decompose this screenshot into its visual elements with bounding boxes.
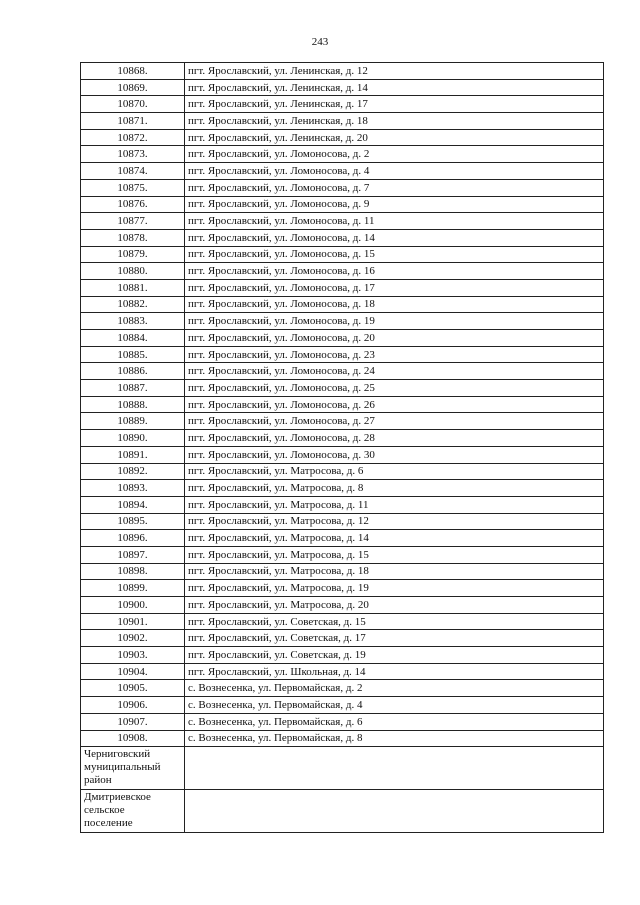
row-address: пгт. Ярославский, ул. Ломоносова, д. 27 [185, 413, 604, 430]
row-address: пгт. Ярославский, ул. Ломоносова, д. 14 [185, 229, 604, 246]
row-number: 10888. [81, 396, 185, 413]
table-row [81, 113, 604, 130]
row-address: пгт. Ярославский, ул. Матросова, д. 8 [185, 480, 604, 497]
table-row [81, 663, 604, 680]
section-label-line: поселение [84, 817, 133, 830]
row-number: 10876. [81, 196, 185, 213]
section-label-line: Черниговский [84, 748, 151, 761]
row-address: пгт. Ярославский, ул. Ломоносова, д. 18 [185, 296, 604, 313]
row-number: 10896. [81, 530, 185, 547]
row-number: 10906. [81, 697, 185, 714]
row-address: пгт. Ярославский, ул. Ломоносова, д. 24 [185, 363, 604, 380]
table-row [81, 163, 604, 180]
row-address: пгт. Ярославский, ул. Ломоносова, д. 11 [185, 213, 604, 230]
row-address: пгт. Ярославский, ул. Советская, д. 17 [185, 630, 604, 647]
table-row [81, 363, 604, 380]
section-label-line: район [84, 774, 112, 787]
table-row [81, 563, 604, 580]
row-number: 10869. [81, 79, 185, 96]
row-number: 10882. [81, 296, 185, 313]
table-row [81, 63, 604, 80]
row-address: пгт. Ярославский, ул. Матросова, д. 12 [185, 513, 604, 530]
row-number: 10870. [81, 96, 185, 113]
row-number: 10877. [81, 213, 185, 230]
table-row [81, 330, 604, 347]
table-row [81, 730, 604, 747]
row-address: пгт. Ярославский, ул. Советская, д. 15 [185, 613, 604, 630]
table-row [81, 647, 604, 664]
row-number: 10899. [81, 580, 185, 597]
row-address: пгт. Ярославский, ул. Ленинская, д. 12 [185, 63, 604, 80]
address-table-body [81, 63, 604, 833]
row-address: с. Вознесенка, ул. Первомайская, д. 2 [185, 680, 604, 697]
row-address: пгт. Ярославский, ул. Ломоносова, д. 7 [185, 179, 604, 196]
row-number: 10868. [81, 63, 185, 80]
row-address: пгт. Ярославский, ул. Школьная, д. 14 [185, 663, 604, 680]
row-address: пгт. Ярославский, ул. Ломоносова, д. 2 [185, 146, 604, 163]
row-number: 10901. [81, 613, 185, 630]
row-number: 10893. [81, 480, 185, 497]
table-row [81, 713, 604, 730]
table-row [81, 630, 604, 647]
row-address: пгт. Ярославский, ул. Ломоносова, д. 23 [185, 346, 604, 363]
row-number: 10904. [81, 663, 185, 680]
table-row [81, 546, 604, 563]
row-address: пгт. Ярославский, ул. Матросова, д. 11 [185, 496, 604, 513]
section-empty-cell [185, 747, 604, 790]
section-label [81, 747, 185, 790]
table-row [81, 196, 604, 213]
row-address: пгт. Ярославский, ул. Ломоносова, д. 15 [185, 246, 604, 263]
address-table [80, 62, 604, 833]
table-row [81, 697, 604, 714]
table-row [81, 246, 604, 263]
table-row [81, 346, 604, 363]
table-row [81, 96, 604, 113]
table-row [81, 296, 604, 313]
row-number: 10884. [81, 330, 185, 347]
section-label-line: муниципальный [84, 761, 161, 774]
row-number: 10889. [81, 413, 185, 430]
row-number: 10874. [81, 163, 185, 180]
table-row [81, 146, 604, 163]
table-row [81, 680, 604, 697]
table-row [81, 446, 604, 463]
table-row [81, 413, 604, 430]
row-address: с. Вознесенка, ул. Первомайская, д. 4 [185, 697, 604, 714]
row-address: пгт. Ярославский, ул. Ломоносова, д. 25 [185, 380, 604, 397]
row-number: 10878. [81, 229, 185, 246]
row-number: 10871. [81, 113, 185, 130]
row-number: 10883. [81, 313, 185, 330]
row-address: пгт. Ярославский, ул. Матросова, д. 6 [185, 463, 604, 480]
section-row [81, 790, 604, 833]
table-row [81, 213, 604, 230]
row-number: 10907. [81, 713, 185, 730]
row-number: 10895. [81, 513, 185, 530]
row-number: 10872. [81, 129, 185, 146]
section-label-line: Дмитриевское [84, 791, 151, 804]
row-number: 10892. [81, 463, 185, 480]
row-address: пгт. Ярославский, ул. Ломоносова, д. 16 [185, 263, 604, 280]
row-address: пгт. Ярославский, ул. Ломоносова, д. 30 [185, 446, 604, 463]
row-number: 10900. [81, 597, 185, 614]
row-address: с. Вознесенка, ул. Первомайская, д. 8 [185, 730, 604, 747]
row-address: пгт. Ярославский, ул. Ленинская, д. 14 [185, 79, 604, 96]
table-row [81, 313, 604, 330]
table-row [81, 129, 604, 146]
row-number: 10879. [81, 246, 185, 263]
row-number: 10891. [81, 446, 185, 463]
page-number: 243 [311, 36, 329, 48]
row-number: 10894. [81, 496, 185, 513]
row-address: пгт. Ярославский, ул. Матросова, д. 15 [185, 546, 604, 563]
row-number: 10873. [81, 146, 185, 163]
table-row [81, 480, 604, 497]
row-address: пгт. Ярославский, ул. Матросова, д. 20 [185, 597, 604, 614]
row-number: 10885. [81, 346, 185, 363]
table-row [81, 79, 604, 96]
section-row [81, 747, 604, 790]
row-number: 10887. [81, 380, 185, 397]
row-number: 10886. [81, 363, 185, 380]
row-number: 10905. [81, 680, 185, 697]
row-address: с. Вознесенка, ул. Первомайская, д. 6 [185, 713, 604, 730]
row-address: пгт. Ярославский, ул. Ломоносова, д. 9 [185, 196, 604, 213]
table-row [81, 613, 604, 630]
row-number: 10890. [81, 430, 185, 447]
row-number: 10902. [81, 630, 185, 647]
row-number: 10875. [81, 179, 185, 196]
table-row [81, 263, 604, 280]
table-row [81, 380, 604, 397]
row-address: пгт. Ярославский, ул. Матросова, д. 18 [185, 563, 604, 580]
row-address: пгт. Ярославский, ул. Советская, д. 19 [185, 647, 604, 664]
table-row [81, 179, 604, 196]
row-address: пгт. Ярославский, ул. Ломоносова, д. 26 [185, 396, 604, 413]
section-label-line: сельское [84, 804, 125, 817]
table-row [81, 597, 604, 614]
table-row [81, 396, 604, 413]
row-address: пгт. Ярославский, ул. Ломоносова, д. 28 [185, 430, 604, 447]
row-address: пгт. Ярославский, ул. Ломоносова, д. 20 [185, 330, 604, 347]
row-number: 10908. [81, 730, 185, 747]
row-number: 10881. [81, 279, 185, 296]
row-address: пгт. Ярославский, ул. Ленинская, д. 20 [185, 129, 604, 146]
table-row [81, 580, 604, 597]
row-address: пгт. Ярославский, ул. Ломоносова, д. 4 [185, 163, 604, 180]
row-number: 10880. [81, 263, 185, 280]
table-row [81, 496, 604, 513]
row-address: пгт. Ярославский, ул. Матросова, д. 19 [185, 580, 604, 597]
section-empty-cell [185, 790, 604, 833]
section-label [81, 790, 185, 833]
row-number: 10898. [81, 563, 185, 580]
table-row [81, 513, 604, 530]
row-address: пгт. Ярославский, ул. Ленинская, д. 17 [185, 96, 604, 113]
row-number: 10903. [81, 647, 185, 664]
row-address: пгт. Ярославский, ул. Матросова, д. 14 [185, 530, 604, 547]
row-address: пгт. Ярославский, ул. Ломоносова, д. 17 [185, 279, 604, 296]
row-number: 10897. [81, 546, 185, 563]
table-row [81, 279, 604, 296]
table-row [81, 463, 604, 480]
table-row [81, 430, 604, 447]
row-address: пгт. Ярославский, ул. Ломоносова, д. 19 [185, 313, 604, 330]
row-address: пгт. Ярославский, ул. Ленинская, д. 18 [185, 113, 604, 130]
table-row [81, 229, 604, 246]
table-row [81, 530, 604, 547]
